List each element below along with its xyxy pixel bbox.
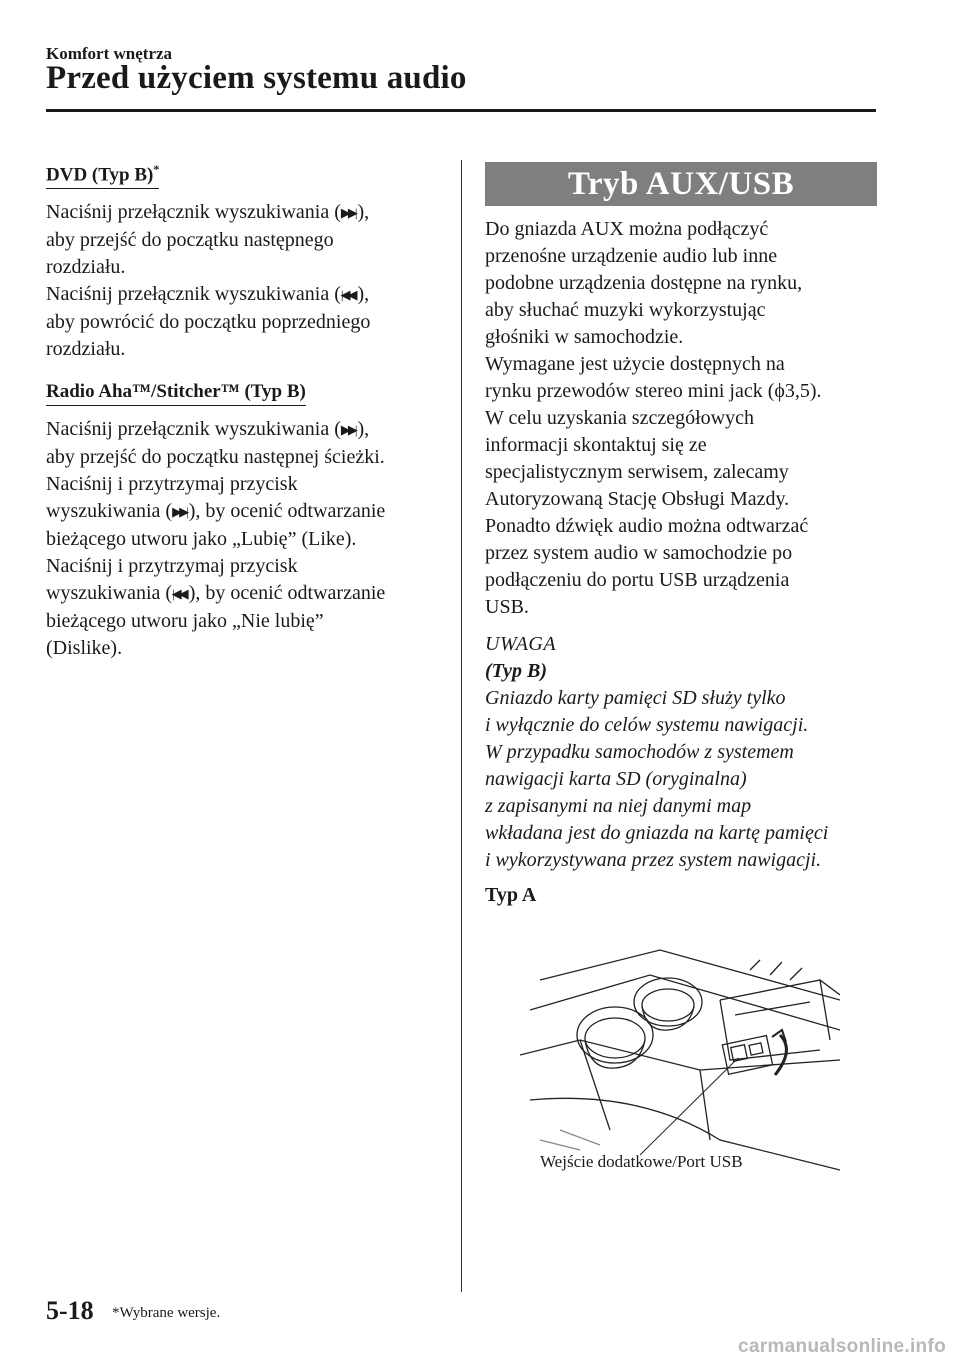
- center-console-illustration: [520, 940, 840, 1180]
- dvd-paragraph: Naciśnij przełącznik wyszukiwania (▶▶| ), aby przejść do początku następnego rozdziału. Naciśnij przełącznik wyszukiwania (|◀◀ ), aby powrócić do początku poprzedniego rozdziału.: [46, 201, 371, 361]
- page-number: 5-18: [46, 1296, 94, 1325]
- section-banner: Tryb AUX/USB: [485, 162, 877, 206]
- seek-backward-icon: |◀◀: [340, 287, 355, 303]
- section-label: Komfort wnętrza: [46, 44, 173, 63]
- seek-backward-icon: |◀◀: [172, 586, 186, 602]
- note-heading: UWAGA: [485, 633, 557, 655]
- radio-subheading: Radio Aha™/Stitcher™ (Typ B): [46, 381, 306, 406]
- right-column: [485, 162, 877, 907]
- title-rule: [46, 109, 876, 112]
- note-paragraph: Gniazdo karty pamięci SD służy tylko i wyłącznie do celów systemu nawigacji. W przypadku samochodów z systemem nawigacji karta SD (oryginalna) z zapisanymi na niej danymi map wkładana jest do gniazda na kartę pamięci i wykorzystywana przez system nawigacji.: [485, 687, 829, 871]
- note-subheading: (Typ B): [485, 660, 548, 682]
- dvd-subheading: DVD (Typ B)*: [46, 162, 159, 189]
- seek-forward-icon: ▶▶|: [340, 422, 355, 438]
- seek-forward-icon: ▶▶|: [340, 205, 355, 221]
- seek-forward-icon: ▶▶|: [172, 504, 186, 520]
- figure-heading: Typ A: [485, 884, 537, 906]
- footnote: *Wybrane wersje.: [112, 1305, 221, 1321]
- footnote-marker: *: [153, 162, 160, 176]
- left-column: [46, 162, 441, 662]
- radio-paragraph: Naciśnij przełącznik wyszukiwania (▶▶| ), aby przejść do początku następnej ścieżki. Naciśnij i przytrzymaj przycisk wyszukiwania (▶▶| ), by ocenić odtwarzanie bieżącego utworu jako „Lubię” (Like). Naciśnij i przytrzymaj przycisk wyszukiwania (|◀◀ ), by ocenić odtwarzanie bieżącego utworu jako „Nie lubię” (Dislike).: [46, 418, 386, 660]
- page-title: Przed użyciem systemu audio: [46, 60, 467, 96]
- aux-usb-paragraph: Do gniazda AUX można podłączyć przenośne urządzenie audio lub inne podobne urządzenia dostępne na rynku, aby słuchać muzyki wykorzystując głośniki w samochodzie. Wymagane jest użycie dostępnych na rynku przewodów stereo mini jack (ϕ3,5). W celu uzyskania szczegółowych informacji skontaktuj się ze specjalistycznym serwisem, zalecamy Autoryzowaną Stację Obsługi Mazdy. Ponadto dźwięk audio można odtwarzać przez system audio w samochodzie po podłączeniu do portu USB urządzenia USB.: [485, 218, 822, 618]
- watermark: carmanualsonline.info: [738, 1336, 946, 1357]
- figure-caption: Wejście dodatkowe/Port USB: [540, 1152, 743, 1171]
- column-divider: [461, 160, 462, 1292]
